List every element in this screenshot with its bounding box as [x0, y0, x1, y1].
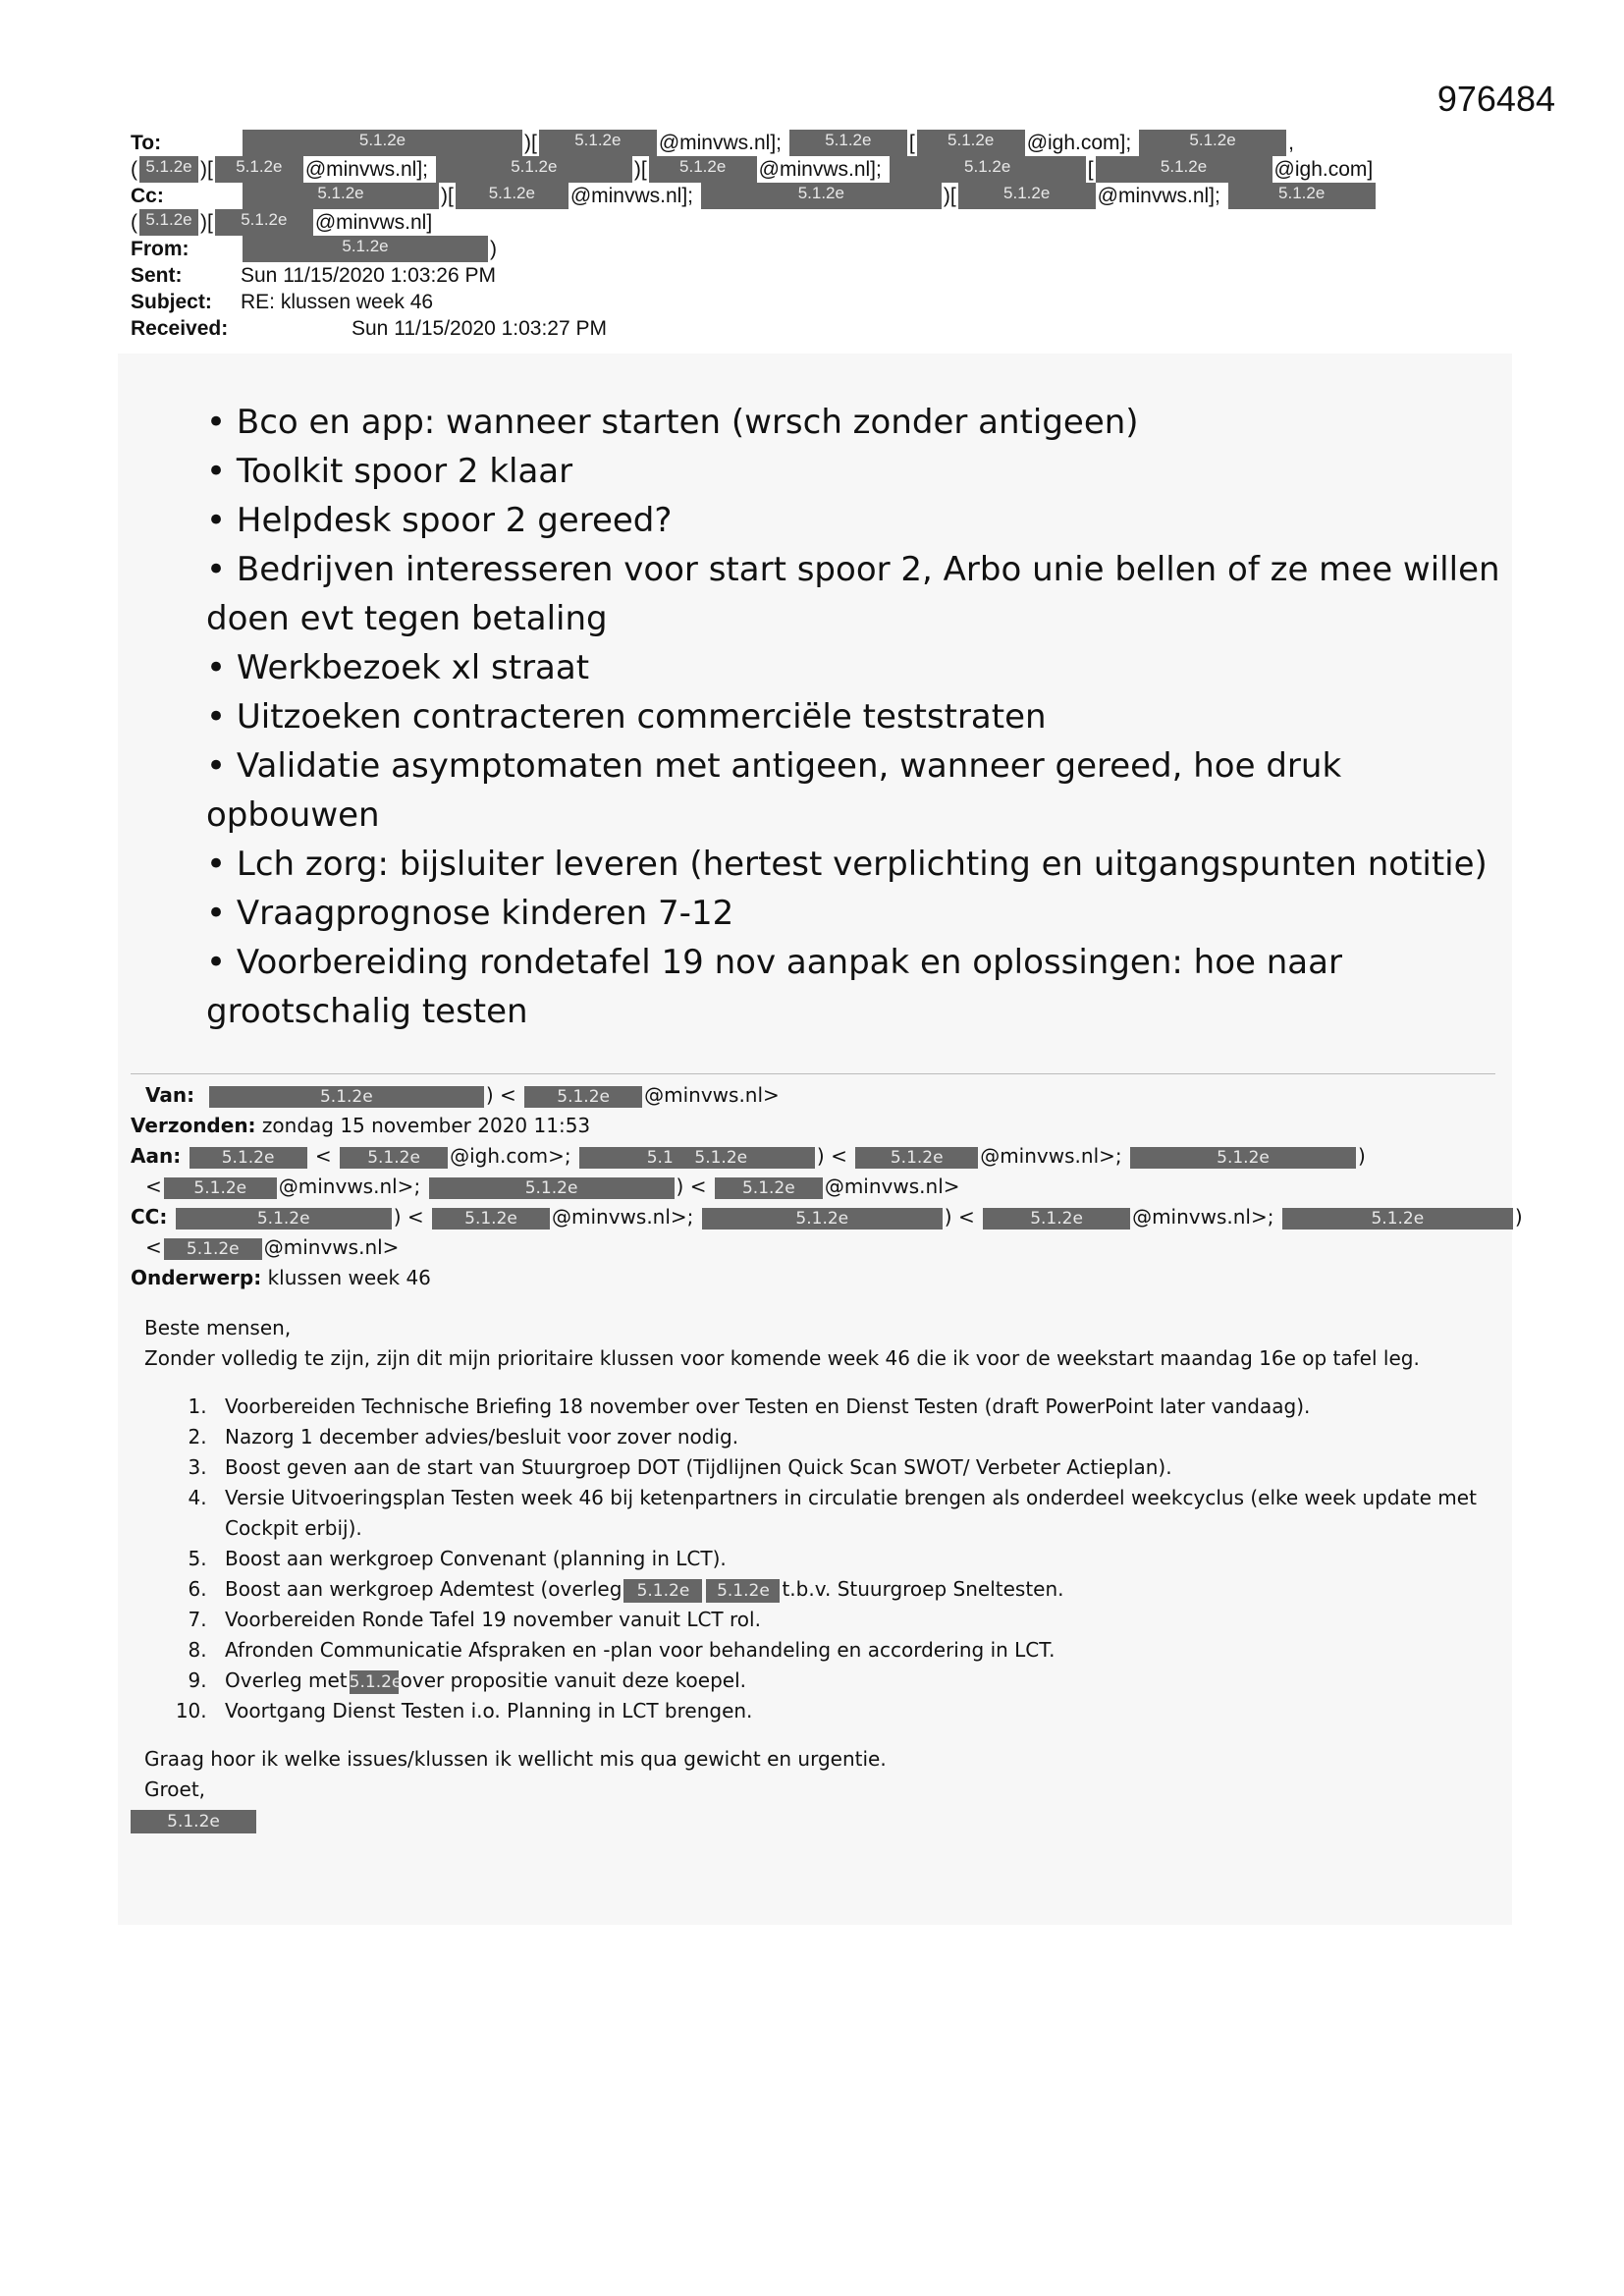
received-row	[131, 315, 1505, 342]
verzonden-value: zondag 15 november 2020 11:53	[261, 1114, 591, 1137]
redaction-box: 5.1.2e	[623, 1579, 702, 1603]
redaction-box: 5.1.2e	[1139, 130, 1286, 156]
redaction-box: 5.1.2e	[917, 130, 1025, 156]
redaction-box: 5.1.2e	[436, 156, 632, 183]
task-item: 6. Boost aan werkgroep Ademtest (overleg 5.1.2e 5.1.2e t.b.v. Stuurgroep Sneltesten.	[213, 1574, 1525, 1605]
onderwerp-label: Onderwerp:	[131, 1266, 262, 1289]
task-item: 9. Overleg met 5.1.2eover propositie vanuit deze koepel.	[213, 1666, 1525, 1696]
email-header	[131, 130, 1505, 342]
task-item: 3. Boost geven aan de start van Stuurgroep DOT (Tijdlijnen Quick Scan SWOT/ Verbeter Actieplan).	[213, 1452, 1525, 1483]
verzonden-row	[131, 1111, 1525, 1141]
redaction-box: 5.1.2e	[855, 1147, 978, 1169]
onderwerp-value: klussen week 46	[267, 1266, 431, 1289]
subject-value: RE: klussen week 46	[241, 291, 434, 313]
redaction-box: 5.1.2e	[1130, 1147, 1356, 1169]
recipient-domain: @igh.com>;	[450, 1144, 571, 1168]
redaction-box: 5.1.2e	[432, 1208, 550, 1230]
signature-redaction: 5.1.2e	[131, 1810, 256, 1833]
sent-row	[131, 262, 1505, 289]
redaction-box: 5.1.2e	[340, 1147, 448, 1169]
onderwerp-row	[131, 1263, 1525, 1293]
aan-row-2: < 5.1.2e @minvws.nl>; 5.1.2e ) < 5.1.2e @minvws.nl>	[145, 1175, 960, 1198]
redaction-box: 5.1.2e	[164, 1238, 262, 1260]
task-item: 4. Versie Uitvoeringsplan Testen week 46 bij ketenpartners in circulatie brengen als onderdeel weekcyclus (elke week update met Cockpit erbij).	[213, 1483, 1525, 1544]
bullet-item: • Vraagprognose kinderen 7-12	[206, 889, 1512, 938]
to-row: To: 5.1.2e )[ 5.1.2e @minvws.nl]; 5.1.2e [ 5.1.2e @igh.com]; 5.1.2e ,	[131, 131, 1294, 154]
subject-row	[131, 289, 1505, 315]
forward-separator	[131, 1073, 1495, 1074]
cc-row: Cc: 5.1.2e )[ 5.1.2e @minvws.nl]; 5.1.2e )[ 5.1.2e @minvws.nl]; 5.1.2e	[131, 183, 1505, 209]
redaction-box: 5.1.2e	[1282, 1208, 1513, 1230]
cc-label: Cc:	[131, 185, 164, 207]
document-number: 976484	[1436, 79, 1555, 119]
subject-label: Subject:	[131, 291, 212, 313]
groet: Groet,	[144, 1777, 206, 1801]
recipient-domain: @minvws.nl>	[824, 1175, 960, 1198]
recipient-domain: @igh.com]	[1273, 158, 1374, 181]
redaction-box: 5.1 5.1.2e	[579, 1147, 815, 1169]
cc-row-2: ( 5.1.2e )[ 5.1.2e @minvws.nl]	[131, 210, 433, 234]
recipient-domain: @minvws.nl>;	[278, 1175, 421, 1198]
verzonden-label: Verzonden:	[131, 1114, 256, 1137]
aan-row: Aan: 5.1.2e < 5.1.2e @igh.com>; 5.1 5.1.2e ) < 5.1.2e @minvws.nl>; 5.1.2e )	[131, 1144, 1366, 1168]
forwarded-message	[131, 1080, 1525, 1835]
redaction-box: 5.1.2e	[715, 1177, 823, 1199]
recipient-domain: @minvws.nl>;	[980, 1144, 1122, 1168]
redaction-box: 5.1.2e	[983, 1208, 1130, 1230]
bullet-item: • Bco en app: wanneer starten (wrsch zonder antigeen)	[206, 398, 1512, 447]
redaction-box: 5.1.2e	[958, 183, 1096, 209]
recipient-domain: @minvws.nl];	[758, 158, 882, 181]
redaction-box: 5.1.2e	[890, 156, 1086, 183]
cc-row: CC: 5.1.2e ) < 5.1.2e @minvws.nl>; 5.1.2e ) < 5.1.2e @minvws.nl>; 5.1.2e )	[131, 1205, 1523, 1229]
task-list	[144, 1392, 1525, 1726]
redaction-box: 5.1.2e	[215, 156, 303, 183]
redaction-box: 5.1.2e	[176, 1208, 392, 1230]
task-item: 5. Boost aan werkgroep Convenant (planning in LCT).	[213, 1544, 1525, 1574]
redaction-box: 5.1.2e	[702, 1208, 943, 1230]
redaction-box: 5.1.2e	[706, 1579, 780, 1603]
from-label: From:	[131, 238, 189, 260]
bullet-item: • Helpdesk spoor 2 gereed?	[206, 496, 1512, 545]
redaction-box: 5.1.2e	[1096, 156, 1272, 183]
bullet-item: • Bedrijven interesseren voor start spoor 2, Arbo unie bellen of ze mee willen doen evt tegen betaling	[206, 545, 1512, 643]
redaction-box: 5.1.2e	[243, 130, 522, 156]
cc-label: CC:	[131, 1205, 168, 1229]
recipient-domain: @minvws.nl>	[263, 1235, 400, 1259]
redaction-box: 5.1.2e	[789, 130, 907, 156]
van-label: Van:	[145, 1083, 195, 1107]
redaction-box: 5.1.2e	[164, 1177, 277, 1199]
to-label: To:	[131, 132, 162, 154]
recipient-domain: @minvws.nl>;	[1132, 1205, 1274, 1229]
bullet-item: • Voorbereiding rondetafel 19 nov aanpak en oplossingen: hoe naar grootschalig testen	[206, 938, 1512, 1036]
bullet-item: • Toolkit spoor 2 klaar	[206, 447, 1512, 496]
recipient-domain: @minvws.nl>	[644, 1083, 780, 1107]
aan-label: Aan:	[131, 1144, 182, 1168]
recipient-domain: @minvws.nl>;	[552, 1205, 694, 1229]
bullet-item: • Lch zorg: bijsluiter leveren (hertest verplichting en uitgangspunten notitie)	[206, 840, 1512, 889]
redaction-box: 5.1.2e	[189, 1147, 307, 1169]
email-body	[131, 1313, 1525, 1835]
from-row: From: 5.1.2e )	[131, 237, 497, 260]
redaction-box: 5.1.2e	[209, 1086, 484, 1108]
redaction-box: 5.1.2e	[539, 130, 657, 156]
cc-row-2: < 5.1.2e @minvws.nl>	[145, 1235, 400, 1259]
redaction-box: 5.1.2e	[1228, 183, 1376, 209]
redaction-box: 5.1.2e	[243, 236, 488, 262]
to-row-2: ( 5.1.2e )[ 5.1.2e @minvws.nl]; 5.1.2e )[ 5.1.2e @minvws.nl]; 5.1.2e [ 5.1.2e @igh.com]	[131, 157, 1374, 181]
reply-bullet-list	[206, 398, 1512, 1036]
sent-label: Sent:	[131, 264, 183, 287]
task-item: 7. Voorbereiden Ronde Tafel 19 november vanuit LCT rol.	[213, 1605, 1525, 1635]
redaction-box: 5.1.2e	[139, 209, 198, 236]
received-label: Received:	[131, 317, 229, 340]
closing-text: Graag hoor ik welke issues/klussen ik wellicht mis qua gewicht en urgentie.	[144, 1747, 887, 1771]
redaction-box: 5.1.2e	[429, 1177, 675, 1199]
bullet-item: • Validatie asymptomaten met antigeen, wanneer gereed, hoe druk opbouwen	[206, 741, 1512, 840]
bullet-item: • Uitzoeken contracteren commerciële teststraten	[206, 692, 1512, 741]
van-row: Van: 5.1.2e ) < 5.1.2e @minvws.nl>	[145, 1083, 780, 1107]
redaction-box: 5.1.2e	[349, 1671, 403, 1692]
bullet-item: • Werkbezoek xl straat	[206, 643, 1512, 692]
sent-value: Sun 11/15/2020 1:03:26 PM	[241, 264, 496, 287]
redaction-box: 5.1.2e	[139, 156, 198, 183]
greeting: Beste mensen,	[144, 1316, 292, 1339]
task-item: 8. Afronden Communicatie Afspraken en -plan voor behandeling en accordering in LCT.	[213, 1635, 1525, 1666]
recipient-domain: @minvws.nl];	[1097, 185, 1220, 207]
received-value: Sun 11/15/2020 1:03:27 PM	[352, 317, 607, 340]
recipient-domain: @igh.com];	[1026, 132, 1132, 154]
intro-text: Zonder volledig te zijn, zijn dit mijn prioritaire klussen voor komende week 46 die ik voor de weekstart maandag 16e op tafel leg.	[144, 1346, 1420, 1370]
redaction-box: 5.1.2e	[524, 1086, 642, 1108]
redaction-box: 5.1.2e	[649, 156, 757, 183]
recipient-domain: @minvws.nl];	[569, 185, 693, 207]
recipient-domain: @minvws.nl]	[314, 211, 433, 234]
recipient-domain: @minvws.nl];	[304, 158, 428, 181]
recipient-domain: @minvws.nl];	[658, 132, 782, 154]
redaction-box: 5.1.2e	[456, 183, 568, 209]
redaction-box: 5.1.2e	[701, 183, 942, 209]
task-item: 2. Nazorg 1 december advies/besluit voor zover nodig.	[213, 1422, 1525, 1452]
task-item: 10. Voortgang Dienst Testen i.o. Planning in LCT brengen.	[213, 1696, 1525, 1726]
task-item: 1. Voorbereiden Technische Briefing 18 november over Testen en Dienst Testen (draft PowerPoint later vandaag).	[213, 1392, 1525, 1422]
redaction-box: 5.1.2e	[243, 183, 439, 209]
redaction-box: 5.1.2e	[215, 209, 313, 236]
